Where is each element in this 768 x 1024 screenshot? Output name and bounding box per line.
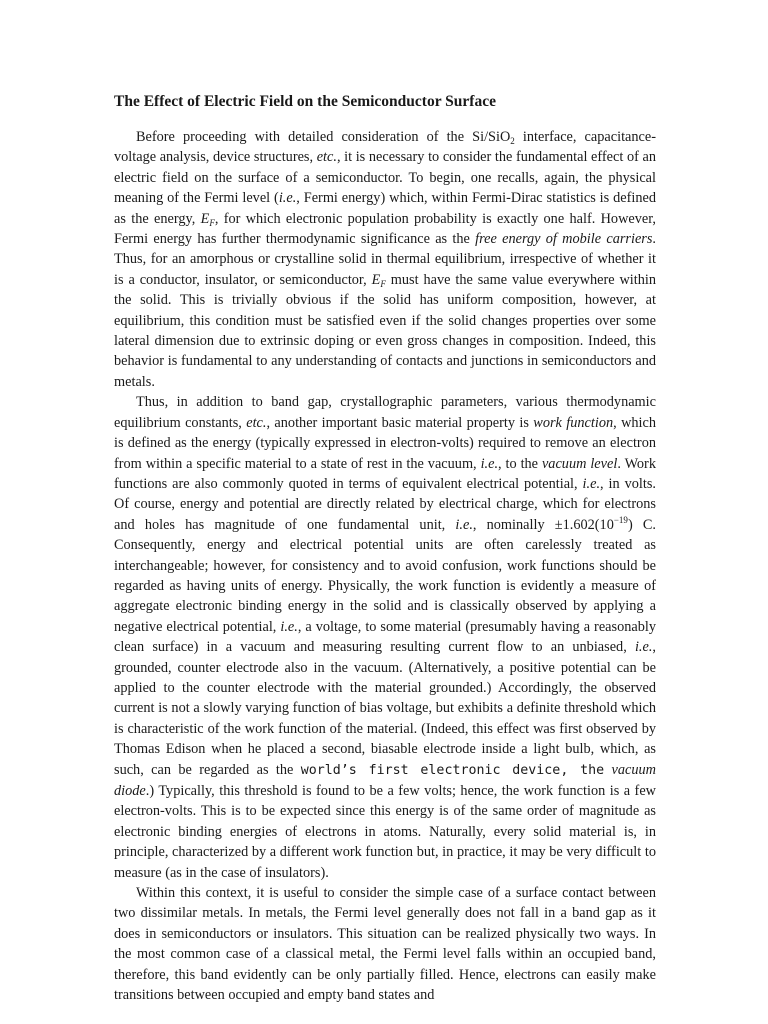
text: Within this context, it is useful to consider the simple case of a surface contact between two dissimilar metals. In metals, the Fermi level generally does not fall in a band gap as it does in semiconductors or insulators. This situation can be realized physically two ways. In the most common case of a classical metal, the Fermi level falls within an occupied band, therefore, this band evidently can be only partially filled. Hence, electrons can easily make transitions between occupied and empty band states and <box>114 885 656 1004</box>
text: must have the same value everywhere within the solid. This is trivially obvious if the solid has uniform composition, however, at equilibrium, this condition must be satisfied even if the solid changes properties over some lateral dimension due to extrinsic doping or even gross changes in composition. Indeed, this behavior is fundamental to any understanding of contacts and junctions in semiconductors and metals. <box>114 271 657 390</box>
text: , grounded, counter electrode also in the vacuum. (Alternatively, a positive potential can be applied to the counter electrode with the material grounded.) Accordingly, the observed current is not a slowly varying function of bias voltage, but exhibits a definite threshold which is characteristic of the work function of the material. (Indeed, this effect was first observed by Thomas Edison when he placed a second, biasable electrode inside a light bulb, which, as such, can be regarded as the <box>114 639 656 778</box>
text: , a voltage, to some material (presumably having a reasonably clean surface) in a vacuum and measuring resulting current flow to an unbiased, <box>114 618 656 656</box>
superscript: −19 <box>613 514 628 525</box>
italic-text: free energy of mobile carriers <box>475 231 653 248</box>
italic-text: i.e. <box>280 618 298 635</box>
paragraph-2 <box>114 392 656 883</box>
monospace-text: world’s first electronic device, the <box>300 762 605 778</box>
text: , Fermi energy) which, within Fermi-Dirac statistics is defined as the energy, <box>114 190 656 227</box>
text: , it is necessary to consider the fundamental effect of an electric field on the surface of a semiconductor. To begin, one recalls, again, the physical meaning of the Fermi level ( <box>114 149 656 207</box>
subscript: 2 <box>510 136 515 146</box>
italic-text: i.e. <box>480 455 499 472</box>
paragraph-3 <box>114 883 656 1005</box>
italic-text: i.e. <box>278 190 297 207</box>
subscript-text: F <box>380 278 386 289</box>
italic-text: i.e. <box>582 475 601 492</box>
italic-text: i.e. <box>634 639 653 656</box>
fermi-energy-symbol: E <box>200 210 210 227</box>
paragraph-1 <box>114 127 656 392</box>
text: , for which electronic population probability is exactly one half. However, Fermi energy has further thermodynamic significance as the <box>114 210 656 248</box>
italic-text: etc. <box>246 414 267 431</box>
text: , nominally ±1.602(10 <box>472 516 614 533</box>
text <box>604 762 611 778</box>
text: . Work functions are also commonly quoted in terms of equivalent electrical potential, <box>114 455 656 492</box>
text: , in volts. Of course, energy and potential are directly related by electrical charge, which for electrons and holes has magnitude of one fundamental unit, <box>114 475 656 533</box>
text: , which is defined as the energy (typically expressed in electron-volts) required to remove an electron from within a specific material to a state of rest in the vacuum, <box>114 414 657 472</box>
text: Before proceeding with detailed consideration of the Si/SiO <box>136 129 511 145</box>
italic-text: i.e. <box>455 516 473 533</box>
subscript-text: F <box>209 217 215 228</box>
text: Thus, in addition to band gap, crystallographic parameters, various thermodynamic equilibrium constants, <box>114 394 656 431</box>
text: , another important basic material property is <box>266 414 534 431</box>
document-title: The Effect of Electric Field on the Semiconductor Surface <box>114 93 496 110</box>
document-body <box>114 127 656 1005</box>
text: . Thus, for an amorphous or crystalline solid in thermal equilibrium, irrespective of whether it is a conductor, insulator, or semiconductor, <box>114 231 656 288</box>
text: ) C. Consequently, energy and electrical potential units are often carelessly treated as interchangeable; however, for consistency and to avoid confusion, work functions should be regarded as having units of energy. Physically, the work function is evidently a measure of aggregate electronic binding energy in the solid and is classically observed by applying a negative electrical potential, <box>114 516 656 635</box>
text: , to the <box>498 455 542 472</box>
italic-text: vacuum level <box>541 455 618 472</box>
italic-text: etc. <box>316 149 337 166</box>
text: interface, capacitance-voltage analysis, device structures, <box>114 129 656 166</box>
italic-text: work function <box>533 414 614 431</box>
text: .) Typically, this threshold is found to be a few volts; hence, the work function is a few electron-volts. This is to be expected since this energy is of the same order of magnitude as electronic binding energies of electrons in atoms. Naturally, every solid material is, in principle, characterized by a different work function but, in practice, it may be very difficult to measure (as in the case of insulators). <box>114 783 656 881</box>
italic-text: vacuum diode <box>114 761 656 799</box>
fermi-energy-symbol: E <box>371 271 381 288</box>
